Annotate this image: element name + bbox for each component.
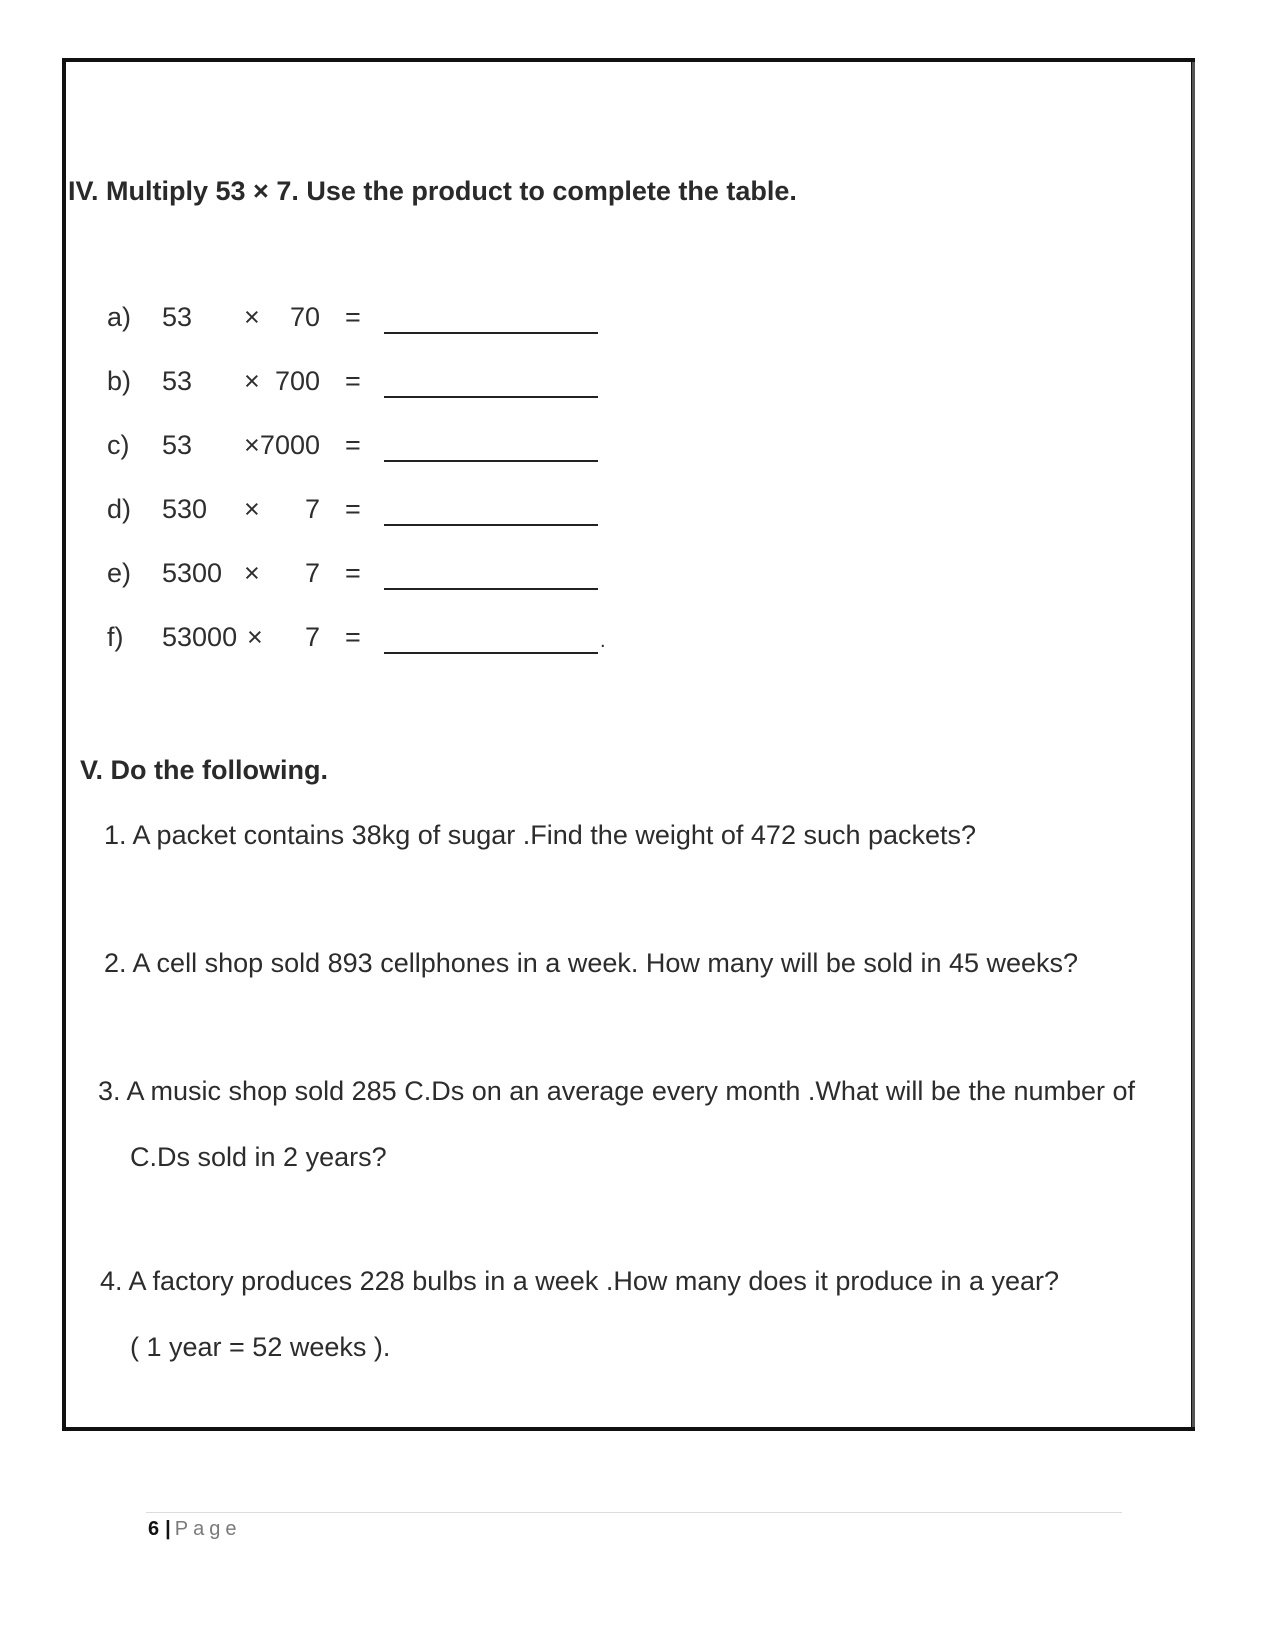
factor-b: 7 [304, 622, 320, 652]
page-number: 6 [148, 1518, 160, 1540]
end-period: . [600, 630, 606, 652]
equals-sign: = [345, 366, 361, 396]
factor-a: 53 [162, 430, 193, 460]
factor-a: 53 [162, 302, 193, 332]
word-problem-4: 4. A factory produces 228 bulbs in a week .How many does it produce in a year? [100, 1266, 1060, 1296]
factor-a: 5300 [162, 558, 223, 588]
answer-blank[interactable] [384, 460, 598, 462]
times-sign: × [244, 430, 260, 460]
equals-sign: = [345, 302, 361, 332]
times-sign: × [244, 494, 260, 524]
row-label: f) [107, 622, 124, 652]
times-sign: × [247, 622, 263, 652]
times-sign: × [244, 302, 260, 332]
row-label: c) [107, 430, 130, 460]
page-border [62, 58, 1195, 1431]
word-problem-2: 2. A cell shop sold 893 cellphones in a week. How many will be sold in 45 weeks? [104, 948, 1079, 978]
factor-b: 700 [274, 366, 320, 396]
times-sign: × [244, 558, 260, 588]
factor-a: 53000 [162, 622, 238, 652]
equals-sign: = [345, 558, 361, 588]
equals-sign: = [345, 622, 361, 652]
row-label: d) [107, 494, 132, 524]
row-label: e) [107, 558, 132, 588]
answer-blank[interactable] [384, 588, 598, 590]
factor-b: 70 [289, 302, 320, 332]
page-footer [148, 1518, 241, 1541]
page-label: Page [174, 1518, 242, 1540]
footer-separator: | [165, 1518, 171, 1540]
row-label: a) [107, 302, 132, 332]
answer-blank[interactable] [384, 652, 598, 654]
equals-sign: = [345, 430, 361, 460]
factor-b: 7 [304, 494, 320, 524]
row-label: b) [107, 366, 132, 396]
factor-a: 530 [162, 494, 208, 524]
section-iv-title: IV. Multiply 53 × 7. Use the product to complete the table. [68, 176, 797, 206]
footer-divider [146, 1512, 1122, 1513]
word-problem-1: 1. A packet contains 38kg of sugar .Find the weight of 472 such packets? [104, 820, 977, 850]
word-problem-4-continuation: ( 1 year = 52 weeks ). [130, 1332, 391, 1362]
word-problem-3-continuation: C.Ds sold in 2 years? [130, 1142, 387, 1172]
factor-a: 53 [162, 366, 193, 396]
answer-blank[interactable] [384, 332, 598, 334]
factor-b: 7000 [259, 430, 320, 460]
answer-blank[interactable] [384, 524, 598, 526]
factor-b: 7 [304, 558, 320, 588]
answer-blank[interactable] [384, 396, 598, 398]
times-sign: × [244, 366, 260, 396]
word-problem-3: 3. A music shop sold 285 C.Ds on an average every month .What will be the number of [98, 1076, 1136, 1106]
section-v-title: V. Do the following. [80, 755, 328, 785]
equals-sign: = [345, 494, 361, 524]
